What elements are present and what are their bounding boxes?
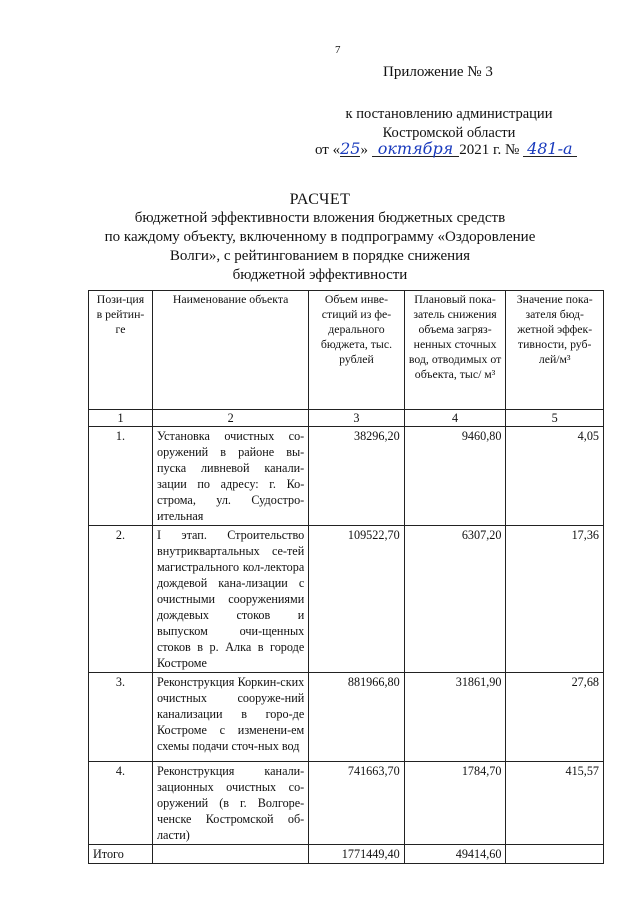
row-position: 3. xyxy=(89,673,153,762)
date-prefix: от « xyxy=(315,142,341,158)
total-investment: 1771449,40 xyxy=(309,845,404,864)
heading-line-3: Волги», с рейтингованием в порядке снижения xyxy=(169,248,471,264)
table-row xyxy=(89,427,604,526)
heading-title: РАСЧЕТ xyxy=(289,191,351,208)
page-number: 7 xyxy=(335,44,341,56)
total-name xyxy=(152,845,308,864)
row-reduction: 9460,80 xyxy=(404,427,506,526)
decree-line-2: Костромской области xyxy=(382,125,516,141)
header-investment: Объем инве-стиций из фе-дерального бюджета, тыс. рублей xyxy=(309,291,404,410)
row-efficiency: 4,05 xyxy=(506,427,604,526)
total-label: Итого xyxy=(89,845,153,864)
document-heading xyxy=(60,190,580,285)
row-object-name: Реконструкция канали-зационных очистных со-оружений (в г. Волгоре-ченске Костромской об-ласти) xyxy=(152,762,308,845)
decree-date-line xyxy=(315,141,577,159)
table-row xyxy=(89,526,604,673)
decree-reference xyxy=(318,105,580,143)
row-efficiency: 17,36 xyxy=(506,526,604,673)
row-investment: 741663,70 xyxy=(309,762,404,845)
row-efficiency: 27,68 xyxy=(506,673,604,762)
date-day-handwritten: 25 xyxy=(340,139,361,158)
total-row xyxy=(89,845,604,864)
date-year: 2021 г. № xyxy=(459,142,520,158)
total-efficiency xyxy=(506,845,604,864)
row-reduction: 1784,70 xyxy=(404,762,506,845)
column-number: 5 xyxy=(506,410,604,427)
row-position: 2. xyxy=(89,526,153,673)
column-number: 3 xyxy=(309,410,404,427)
row-object-name: Установка очистных со-оружений в районе вы-пуска ливневой канали-зации по адресу: г. Ко-строма, ул. Судостро-ительная xyxy=(152,427,308,526)
header-object-name: Наименование объекта xyxy=(152,291,308,410)
table-header-row xyxy=(89,291,604,410)
table-row xyxy=(89,673,604,762)
row-position: 4. xyxy=(89,762,153,845)
row-efficiency: 415,57 xyxy=(506,762,604,845)
appendix-title: Приложение № 3 xyxy=(383,64,493,80)
date-month-handwritten: октября xyxy=(372,141,460,157)
total-reduction: 49414,60 xyxy=(404,845,506,864)
date-mid: » xyxy=(360,142,368,158)
heading-line-2: по каждому объекту, включенному в подпрограмму «Оздоровление xyxy=(104,229,536,245)
row-position: 1. xyxy=(89,427,153,526)
header-reduction: Плановый пока-затель снижения объема загряз-ненных сточных вод, отводимых от объекта, тыс/ м³ xyxy=(404,291,506,410)
row-object-name: Реконструкция Коркин-ских очистных сооруже-ний канализации в горо-де Костроме с изменени-ем схемы подачи сточ-ных вод xyxy=(152,673,308,762)
row-reduction: 31861,90 xyxy=(404,673,506,762)
column-number: 2 xyxy=(152,410,308,427)
column-number: 4 xyxy=(404,410,506,427)
efficiency-table xyxy=(88,290,604,864)
column-number: 1 xyxy=(89,410,153,427)
row-investment: 881966,80 xyxy=(309,673,404,762)
table-row xyxy=(89,762,604,845)
doc-number-handwritten: 481-а xyxy=(523,141,576,157)
row-object-name: I этап. Строительство внутриквартальных се-тей магистрального кол-лектора дождевой кана-лизации с очистными сооружениями дождевых стоков и выпуском очи-щенных стоков в р. Алка в городе Костроме xyxy=(152,526,308,673)
heading-line-4: бюджетной эффективности xyxy=(232,267,408,283)
row-investment: 109522,70 xyxy=(309,526,404,673)
heading-line-1: бюджетной эффективности вложения бюджетных средств xyxy=(134,210,506,226)
header-position: Пози-ция в рейтин-ге xyxy=(89,291,153,410)
row-reduction: 6307,20 xyxy=(404,526,506,673)
decree-line-1: к постановлению администрации xyxy=(345,106,553,122)
column-number-row xyxy=(89,410,604,427)
row-investment: 38296,20 xyxy=(309,427,404,526)
header-efficiency: Значение пока-зателя бюд-жетной эффек-тивности, руб-лей/м³ xyxy=(506,291,604,410)
